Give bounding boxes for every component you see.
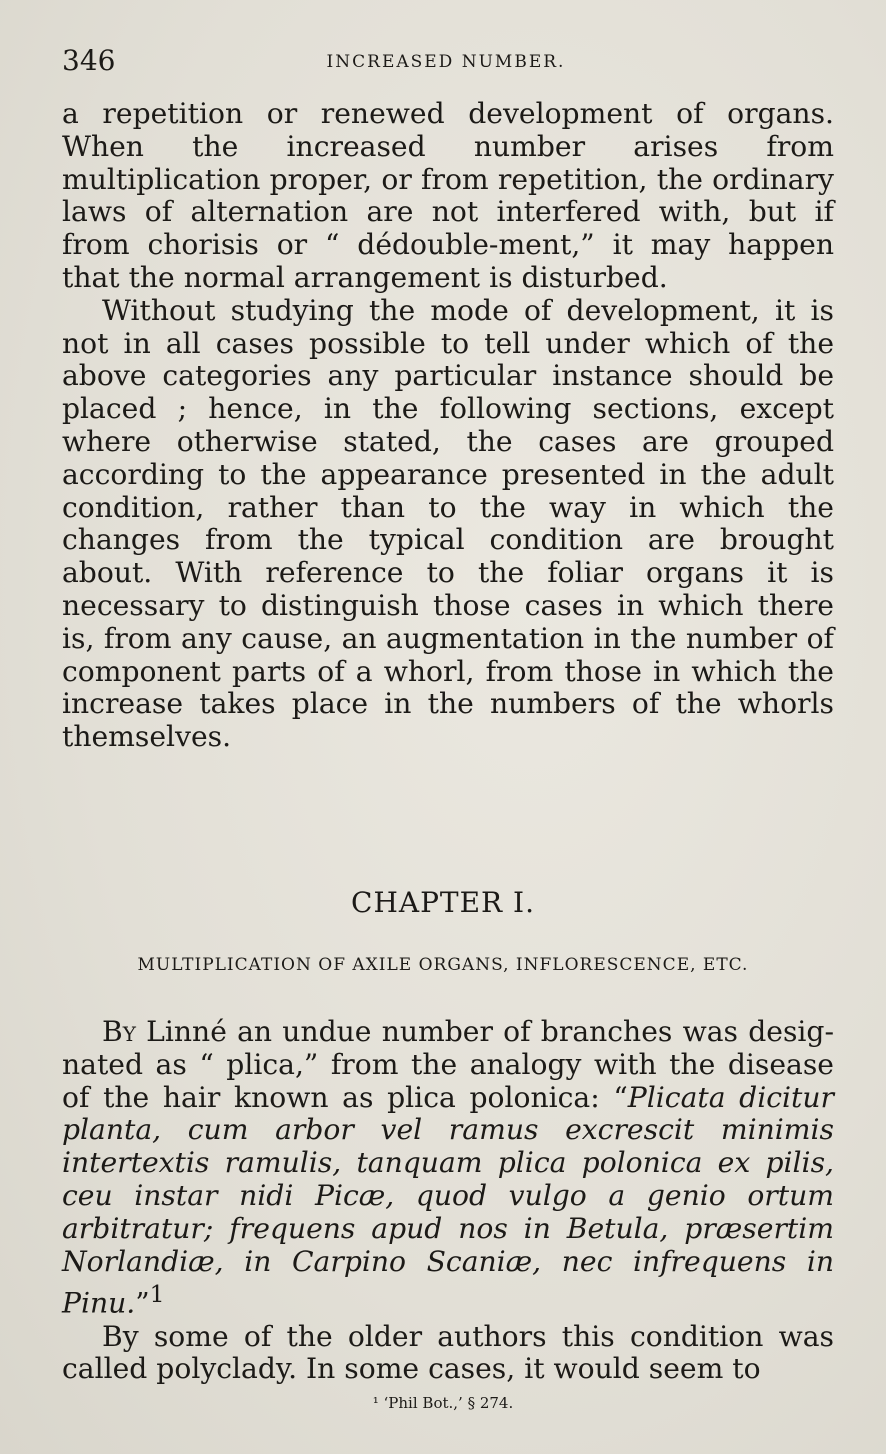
footnote-ref: 1 (149, 1280, 165, 1309)
latin-quote: Plicata dicitur planta, cum arbor vel ramus excrescit minimis intertextis ramulis, tanquam plica polonica ex pilis, ceu instar nidi Picæ, quod vulgo a genio ortum arbitratur; frequens apud nos in Betula, præsertim Norlandiæ, in Carpino Scaniæ, nec infrequens in Pinu. (62, 1080, 835, 1320)
chapter-title: CHAPTER I. (351, 886, 535, 919)
paragraph-linne (62, 1016, 834, 1321)
running-head: INCREASED NUMBER. (326, 52, 566, 72)
page-number: 346 (62, 44, 116, 77)
paragraph: a repetition or renewed development of organs. When the increased number arises from multiplication proper, or from repetition, the ordinary laws of alternation are not interfered with, but if from chorisis or “ dédouble-ment,” it may happen that the normal arrangement is disturbed. (62, 97, 834, 294)
page-header (62, 44, 830, 84)
chapter-subtitle: MULTIPLICATION OF AXILE ORGANS, INFLORESCENCE, ETC. (137, 955, 749, 975)
paragraph: By some of the older authors this condition was called polyclady. In some cases, it would seem to (62, 1319, 834, 1386)
drop-word: By (102, 1015, 136, 1048)
paragraph: Without studying the mode of development, it is not in all cases possible to tell under which of the above categories any particular instance should be placed ; hence, in the following sections, except where otherwise stated, the cases are grouped according to the appearance presented in the adult condition, rather than to the way in which the changes from the typical condition are brought about. With reference to the foliar organs it is necessary to distinguish those cases in which there is, from any cause, an augmentation in the number of component parts of a whorl, from those in which the increase takes place in the numbers of the whorls themselves. (62, 293, 834, 754)
footnote: ¹ ‘Phil Bot.,’ § 274. (372, 1394, 514, 1412)
quote-close: ” (135, 1286, 150, 1320)
paragraph-text: Linné an undue number of branches was desig-nated as “ plica,” from the analogy with the disease of the hair known as plica polonica: “ (62, 1015, 834, 1114)
body-text-lower (62, 1016, 834, 1386)
body-text-upper (62, 98, 834, 754)
